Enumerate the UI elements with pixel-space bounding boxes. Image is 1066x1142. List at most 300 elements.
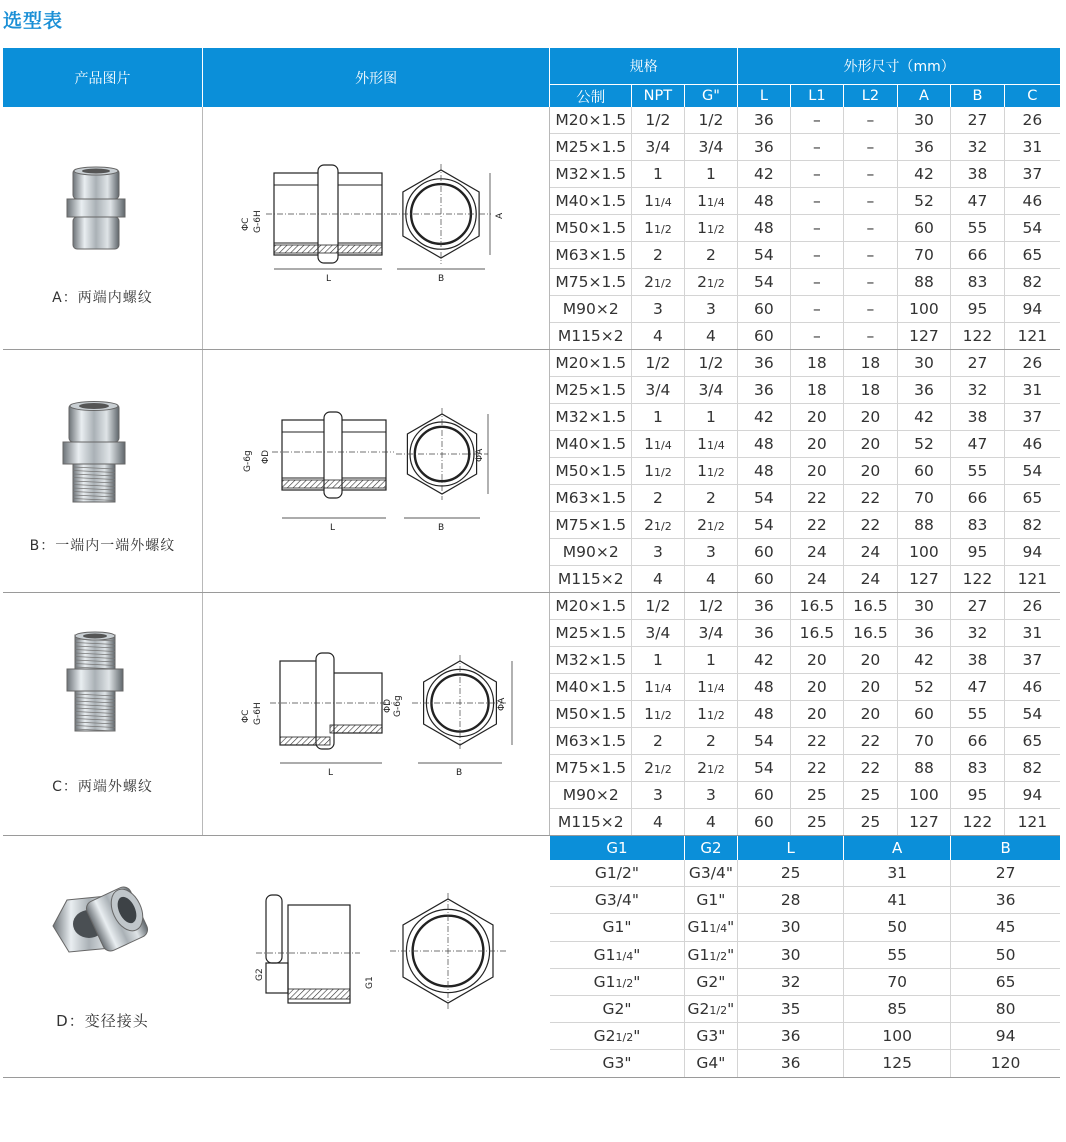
cell-l1: – xyxy=(790,161,844,188)
cell-a: 52 xyxy=(897,431,951,458)
reducer-cell-b: 27 xyxy=(951,860,1060,887)
cell-b: 83 xyxy=(951,512,1005,539)
cell-metric: M63×1.5 xyxy=(550,485,632,512)
cell-l2: – xyxy=(844,134,898,161)
reducer-cell-a: 55 xyxy=(844,941,951,968)
cell-l: 54 xyxy=(738,728,790,755)
cell-a: 60 xyxy=(897,701,951,728)
dim-label-b: B xyxy=(438,274,445,284)
cell-npt: 1/2 xyxy=(632,593,684,620)
product-image-cell-a xyxy=(3,107,202,350)
reducer-cell-b: 94 xyxy=(951,1023,1060,1050)
page-title: 选型表 xyxy=(3,10,64,32)
cell-metric: M20×1.5 xyxy=(550,107,632,134)
cell-l1: 20 xyxy=(790,701,844,728)
cell-l1: 20 xyxy=(790,431,844,458)
dim-label-phia: ΦA xyxy=(475,448,486,462)
cell-l: 60 xyxy=(738,323,790,350)
dim-label-l: L xyxy=(330,523,336,533)
cell-metric: M40×1.5 xyxy=(550,674,632,701)
col-l: L xyxy=(738,85,790,108)
cell-metric: M75×1.5 xyxy=(550,512,632,539)
cell-npt: 2 xyxy=(632,485,684,512)
cell-l: 48 xyxy=(738,701,790,728)
cell-npt: 3/4 xyxy=(632,377,684,404)
cell-l1: 22 xyxy=(790,485,844,512)
reducer-photo xyxy=(47,886,151,968)
cell-b: 122 xyxy=(951,809,1005,836)
cell-g: 11/2 xyxy=(684,215,738,242)
reducer-cell-l: 25 xyxy=(738,860,844,887)
cell-a: 70 xyxy=(897,242,951,269)
cell-a: 42 xyxy=(897,161,951,188)
product-caption: B：一端内一端外螺纹 xyxy=(29,538,176,554)
cell-c: 94 xyxy=(1004,539,1060,566)
cell-npt: 2 xyxy=(632,242,684,269)
reducer-cell-b: 36 xyxy=(951,887,1060,914)
cell-b: 95 xyxy=(951,782,1005,809)
cell-npt: 11/4 xyxy=(632,188,684,215)
cell-l2: 18 xyxy=(844,377,898,404)
cell-c: 121 xyxy=(1004,323,1060,350)
cell-a: 36 xyxy=(897,134,951,161)
reducer-cell-g2: G2" xyxy=(684,968,738,995)
dim-label-a: A xyxy=(495,212,506,219)
cell-c: 82 xyxy=(1004,269,1060,296)
cell-g: 3 xyxy=(684,296,738,323)
cell-b: 32 xyxy=(951,134,1005,161)
cell-c: 37 xyxy=(1004,161,1060,188)
cell-a: 42 xyxy=(897,647,951,674)
cell-g: 1/2 xyxy=(684,350,738,377)
cell-g: 21/2 xyxy=(684,512,738,539)
cell-metric: M32×1.5 xyxy=(550,404,632,431)
cell-a: 30 xyxy=(897,107,951,134)
reducer-cell-a: 70 xyxy=(844,968,951,995)
reducer-cell-l: 36 xyxy=(738,1023,844,1050)
cell-l2: – xyxy=(844,296,898,323)
cell-l2: 18 xyxy=(844,350,898,377)
cell-l: 54 xyxy=(738,755,790,782)
cell-l: 42 xyxy=(738,404,790,431)
cell-l1: 22 xyxy=(790,755,844,782)
cell-l1: 25 xyxy=(790,782,844,809)
cell-l: 54 xyxy=(738,242,790,269)
reducer-cell-g1: G3/4" xyxy=(550,887,684,914)
cell-c: 46 xyxy=(1004,674,1060,701)
cell-npt: 11/2 xyxy=(632,701,684,728)
cell-c: 26 xyxy=(1004,350,1060,377)
cell-npt: 3 xyxy=(632,782,684,809)
reducer-col-g1: G1 xyxy=(550,836,684,861)
cell-l2: – xyxy=(844,161,898,188)
cell-metric: M63×1.5 xyxy=(550,728,632,755)
cell-l2: 20 xyxy=(844,404,898,431)
cell-metric: M40×1.5 xyxy=(550,431,632,458)
cell-g: 4 xyxy=(684,809,738,836)
reducer-cell-l: 32 xyxy=(738,968,844,995)
reducer-cell-g2: G3/4" xyxy=(684,860,738,887)
cell-b: 38 xyxy=(951,647,1005,674)
dim-label-g6g: G-6g xyxy=(393,695,404,717)
cell-c: 121 xyxy=(1004,809,1060,836)
cell-npt: 21/2 xyxy=(632,269,684,296)
cell-b: 27 xyxy=(951,350,1005,377)
cell-g: 3/4 xyxy=(684,620,738,647)
cell-b: 47 xyxy=(951,188,1005,215)
cell-npt: 21/2 xyxy=(632,512,684,539)
cell-l2: – xyxy=(844,188,898,215)
cell-a: 42 xyxy=(897,404,951,431)
cell-metric: M63×1.5 xyxy=(550,242,632,269)
cell-a: 127 xyxy=(897,809,951,836)
dim-label-g6g: G-6g xyxy=(243,450,254,472)
cell-metric: M20×1.5 xyxy=(550,350,632,377)
cell-g: 4 xyxy=(684,323,738,350)
product-caption: A：两端内螺纹 xyxy=(52,290,153,306)
cell-l: 36 xyxy=(738,134,790,161)
cell-l1: – xyxy=(790,323,844,350)
cell-l2: 22 xyxy=(844,755,898,782)
reducer-cell-g1: G21/2" xyxy=(550,1023,684,1050)
cell-l: 42 xyxy=(738,161,790,188)
cell-b: 66 xyxy=(951,728,1005,755)
cell-c: 54 xyxy=(1004,458,1060,485)
dim-label-b: B xyxy=(438,523,445,533)
cell-a: 88 xyxy=(897,269,951,296)
cell-b: 95 xyxy=(951,539,1005,566)
cell-a: 88 xyxy=(897,512,951,539)
reducer-cell-a: 100 xyxy=(844,1023,951,1050)
cell-b: 83 xyxy=(951,755,1005,782)
cell-metric: M40×1.5 xyxy=(550,188,632,215)
cell-a: 70 xyxy=(897,485,951,512)
cell-c: 94 xyxy=(1004,296,1060,323)
cell-a: 127 xyxy=(897,323,951,350)
table-row xyxy=(3,350,1060,377)
reducer-cell-g1: G11/2" xyxy=(550,968,684,995)
reducer-col-g2: G2 xyxy=(684,836,738,861)
cell-metric: M90×2 xyxy=(550,539,632,566)
reducer-col-b: B xyxy=(951,836,1060,861)
cell-l1: 20 xyxy=(790,458,844,485)
cell-a: 52 xyxy=(897,188,951,215)
dim-label-l: L xyxy=(328,768,334,778)
cell-l2: 20 xyxy=(844,647,898,674)
dim-label-g2: G2 xyxy=(255,968,266,982)
cell-l: 48 xyxy=(738,188,790,215)
cell-b: 122 xyxy=(951,566,1005,593)
reducer-cell-a: 50 xyxy=(844,914,951,941)
col-metric: 公制 xyxy=(550,85,632,108)
col-a: A xyxy=(897,85,951,108)
cell-c: 37 xyxy=(1004,404,1060,431)
cell-metric: M50×1.5 xyxy=(550,215,632,242)
outline-drawing-cell-d xyxy=(202,836,549,1078)
cell-l1: 22 xyxy=(790,728,844,755)
cell-a: 36 xyxy=(897,377,951,404)
cell-l1: 25 xyxy=(790,809,844,836)
cell-metric: M32×1.5 xyxy=(550,647,632,674)
cell-l1: – xyxy=(790,134,844,161)
cell-l1: 18 xyxy=(790,350,844,377)
cell-l: 48 xyxy=(738,215,790,242)
cell-c: 31 xyxy=(1004,134,1060,161)
cell-metric: M75×1.5 xyxy=(550,755,632,782)
cell-npt: 1/2 xyxy=(632,107,684,134)
cell-b: 83 xyxy=(951,269,1005,296)
cell-c: 65 xyxy=(1004,728,1060,755)
reducer-cell-g2: G4" xyxy=(684,1050,738,1077)
cell-b: 55 xyxy=(951,215,1005,242)
cell-b: 27 xyxy=(951,107,1005,134)
cell-b: 38 xyxy=(951,161,1005,188)
dim-label-g1: G1 xyxy=(365,976,376,990)
cell-b: 47 xyxy=(951,431,1005,458)
cell-a: 60 xyxy=(897,215,951,242)
cell-g: 1/2 xyxy=(684,593,738,620)
dim-label-phia: ΦA xyxy=(497,697,508,711)
cell-b: 47 xyxy=(951,674,1005,701)
cell-l: 54 xyxy=(738,485,790,512)
cell-l2: 24 xyxy=(844,539,898,566)
cell-l: 42 xyxy=(738,647,790,674)
cell-l: 36 xyxy=(738,377,790,404)
reducer-cell-a: 125 xyxy=(844,1050,951,1077)
reducer-cell-g2: G11/2" xyxy=(684,941,738,968)
col-l2: L2 xyxy=(844,85,898,108)
cell-l1: – xyxy=(790,242,844,269)
cell-c: 31 xyxy=(1004,620,1060,647)
cell-npt: 4 xyxy=(632,323,684,350)
cell-l2: – xyxy=(844,242,898,269)
cell-g: 3 xyxy=(684,539,738,566)
cell-metric: M25×1.5 xyxy=(550,134,632,161)
cell-c: 26 xyxy=(1004,107,1060,134)
cell-l1: – xyxy=(790,188,844,215)
reducer-cell-g2: G3" xyxy=(684,1023,738,1050)
cell-npt: 1 xyxy=(632,404,684,431)
cell-l2: 24 xyxy=(844,566,898,593)
cell-npt: 1 xyxy=(632,161,684,188)
cell-b: 55 xyxy=(951,458,1005,485)
cell-a: 30 xyxy=(897,593,951,620)
reducer-cell-l: 36 xyxy=(738,1050,844,1077)
cell-c: 31 xyxy=(1004,377,1060,404)
reducer-cell-g2: G11/4" xyxy=(684,914,738,941)
outline-drawing-c xyxy=(226,639,526,789)
cell-c: 54 xyxy=(1004,215,1060,242)
col-npt: NPT xyxy=(632,85,684,108)
cell-a: 60 xyxy=(897,458,951,485)
cell-g: 3/4 xyxy=(684,377,738,404)
reducer-cell-g1: G11/4" xyxy=(550,941,684,968)
cell-c: 65 xyxy=(1004,485,1060,512)
table-row xyxy=(3,107,1060,134)
cell-l: 36 xyxy=(738,593,790,620)
cell-g: 2 xyxy=(684,728,738,755)
cell-l2: 20 xyxy=(844,701,898,728)
cell-l1: 20 xyxy=(790,647,844,674)
cell-l: 60 xyxy=(738,782,790,809)
cell-a: 100 xyxy=(897,539,951,566)
cell-l2: 16.5 xyxy=(844,620,898,647)
coupling-photo xyxy=(65,165,127,255)
reducer-col-a: A xyxy=(844,836,951,861)
dim-label-l: L xyxy=(326,274,332,284)
cell-g: 2 xyxy=(684,485,738,512)
dim-label-b: B xyxy=(456,768,463,778)
cell-a: 36 xyxy=(897,620,951,647)
reducer-cell-l: 28 xyxy=(738,887,844,914)
header-spec: 规格 xyxy=(550,48,738,85)
dim-label-phid: ΦD xyxy=(261,449,272,464)
cell-b: 122 xyxy=(951,323,1005,350)
cell-b: 32 xyxy=(951,377,1005,404)
cell-l1: – xyxy=(790,296,844,323)
selection-table xyxy=(3,48,1060,1078)
cell-npt: 1/2 xyxy=(632,350,684,377)
reducer-cell-b: 50 xyxy=(951,941,1060,968)
cell-g: 1 xyxy=(684,161,738,188)
cell-c: 54 xyxy=(1004,701,1060,728)
product-image-cell-b xyxy=(3,350,202,593)
cell-l2: – xyxy=(844,107,898,134)
cell-l1: 24 xyxy=(790,566,844,593)
cell-npt: 1 xyxy=(632,647,684,674)
male-female-photo xyxy=(61,400,127,508)
cell-c: 82 xyxy=(1004,755,1060,782)
cell-b: 95 xyxy=(951,296,1005,323)
product-image-cell-c xyxy=(3,593,202,836)
reducer-cell-g2: G21/2" xyxy=(684,995,738,1022)
cell-l: 48 xyxy=(738,674,790,701)
cell-metric: M115×2 xyxy=(550,566,632,593)
reducer-cell-a: 41 xyxy=(844,887,951,914)
reducer-cell-b: 80 xyxy=(951,995,1060,1022)
cell-l1: 20 xyxy=(790,404,844,431)
cell-c: 94 xyxy=(1004,782,1060,809)
header-outline: 外形图 xyxy=(202,48,549,107)
cell-l: 54 xyxy=(738,269,790,296)
cell-l1: 20 xyxy=(790,674,844,701)
cell-metric: M115×2 xyxy=(550,809,632,836)
cell-npt: 11/4 xyxy=(632,431,684,458)
header-product-image: 产品图片 xyxy=(3,48,202,107)
cell-g: 11/4 xyxy=(684,674,738,701)
cell-npt: 11/2 xyxy=(632,215,684,242)
col-l1: L1 xyxy=(790,85,844,108)
cell-npt: 11/4 xyxy=(632,674,684,701)
outline-drawing-cell-c xyxy=(202,593,549,836)
cell-l1: 24 xyxy=(790,539,844,566)
cell-metric: M90×2 xyxy=(550,296,632,323)
cell-c: 37 xyxy=(1004,647,1060,674)
product-caption: D：变径接头 xyxy=(56,1012,149,1030)
cell-l: 60 xyxy=(738,539,790,566)
cell-l: 36 xyxy=(738,350,790,377)
reducer-col-l: L xyxy=(738,836,844,861)
cell-metric: M32×1.5 xyxy=(550,161,632,188)
cell-metric: M25×1.5 xyxy=(550,377,632,404)
cell-npt: 4 xyxy=(632,809,684,836)
cell-a: 100 xyxy=(897,296,951,323)
cell-g: 1 xyxy=(684,647,738,674)
reducer-cell-b: 45 xyxy=(951,914,1060,941)
col-c: C xyxy=(1004,85,1060,108)
cell-g: 11/2 xyxy=(684,458,738,485)
col-b: B xyxy=(951,85,1005,108)
cell-l: 36 xyxy=(738,107,790,134)
cell-npt: 4 xyxy=(632,566,684,593)
cell-l: 36 xyxy=(738,620,790,647)
reducer-cell-g1: G3" xyxy=(550,1050,684,1077)
cell-npt: 3 xyxy=(632,539,684,566)
cell-l2: 22 xyxy=(844,728,898,755)
cell-l: 60 xyxy=(738,809,790,836)
reducer-cell-a: 85 xyxy=(844,995,951,1022)
product-caption: C：两端外螺纹 xyxy=(52,779,153,795)
cell-npt: 21/2 xyxy=(632,755,684,782)
reducer-cell-b: 65 xyxy=(951,968,1060,995)
cell-l2: 25 xyxy=(844,782,898,809)
cell-l1: 16.5 xyxy=(790,593,844,620)
reducer-header-row xyxy=(3,836,1060,861)
cell-l1: 16.5 xyxy=(790,620,844,647)
cell-metric: M115×2 xyxy=(550,323,632,350)
cell-g: 11/4 xyxy=(684,188,738,215)
dim-label-g6h: G-6H xyxy=(253,210,264,233)
cell-g: 4 xyxy=(684,566,738,593)
col-g: G" xyxy=(684,85,738,108)
cell-g: 21/2 xyxy=(684,269,738,296)
cell-c: 82 xyxy=(1004,512,1060,539)
cell-l2: 25 xyxy=(844,809,898,836)
cell-l: 48 xyxy=(738,431,790,458)
cell-b: 66 xyxy=(951,485,1005,512)
cell-npt: 11/2 xyxy=(632,458,684,485)
cell-c: 46 xyxy=(1004,431,1060,458)
dim-label-phid: ΦD xyxy=(383,698,394,713)
cell-a: 100 xyxy=(897,782,951,809)
cell-l2: – xyxy=(844,215,898,242)
cell-l1: – xyxy=(790,107,844,134)
cell-a: 52 xyxy=(897,674,951,701)
cell-a: 30 xyxy=(897,350,951,377)
cell-npt: 3/4 xyxy=(632,134,684,161)
cell-g: 21/2 xyxy=(684,755,738,782)
cell-l1: – xyxy=(790,269,844,296)
cell-c: 65 xyxy=(1004,242,1060,269)
dim-label-phic: ΦC xyxy=(241,217,252,231)
cell-c: 121 xyxy=(1004,566,1060,593)
outline-drawing-cell-a xyxy=(202,107,549,350)
cell-c: 26 xyxy=(1004,593,1060,620)
cell-metric: M50×1.5 xyxy=(550,458,632,485)
reducer-cell-g1: G2" xyxy=(550,995,684,1022)
cell-l: 54 xyxy=(738,512,790,539)
cell-l: 60 xyxy=(738,296,790,323)
header-dims: 外形尺寸（mm） xyxy=(738,48,1060,85)
cell-npt: 3 xyxy=(632,296,684,323)
cell-l: 48 xyxy=(738,458,790,485)
cell-c: 46 xyxy=(1004,188,1060,215)
reducer-cell-l: 35 xyxy=(738,995,844,1022)
reducer-cell-g2: G1" xyxy=(684,887,738,914)
cell-npt: 2 xyxy=(632,728,684,755)
reducer-cell-a: 31 xyxy=(844,860,951,887)
reducer-cell-b: 120 xyxy=(951,1050,1060,1077)
